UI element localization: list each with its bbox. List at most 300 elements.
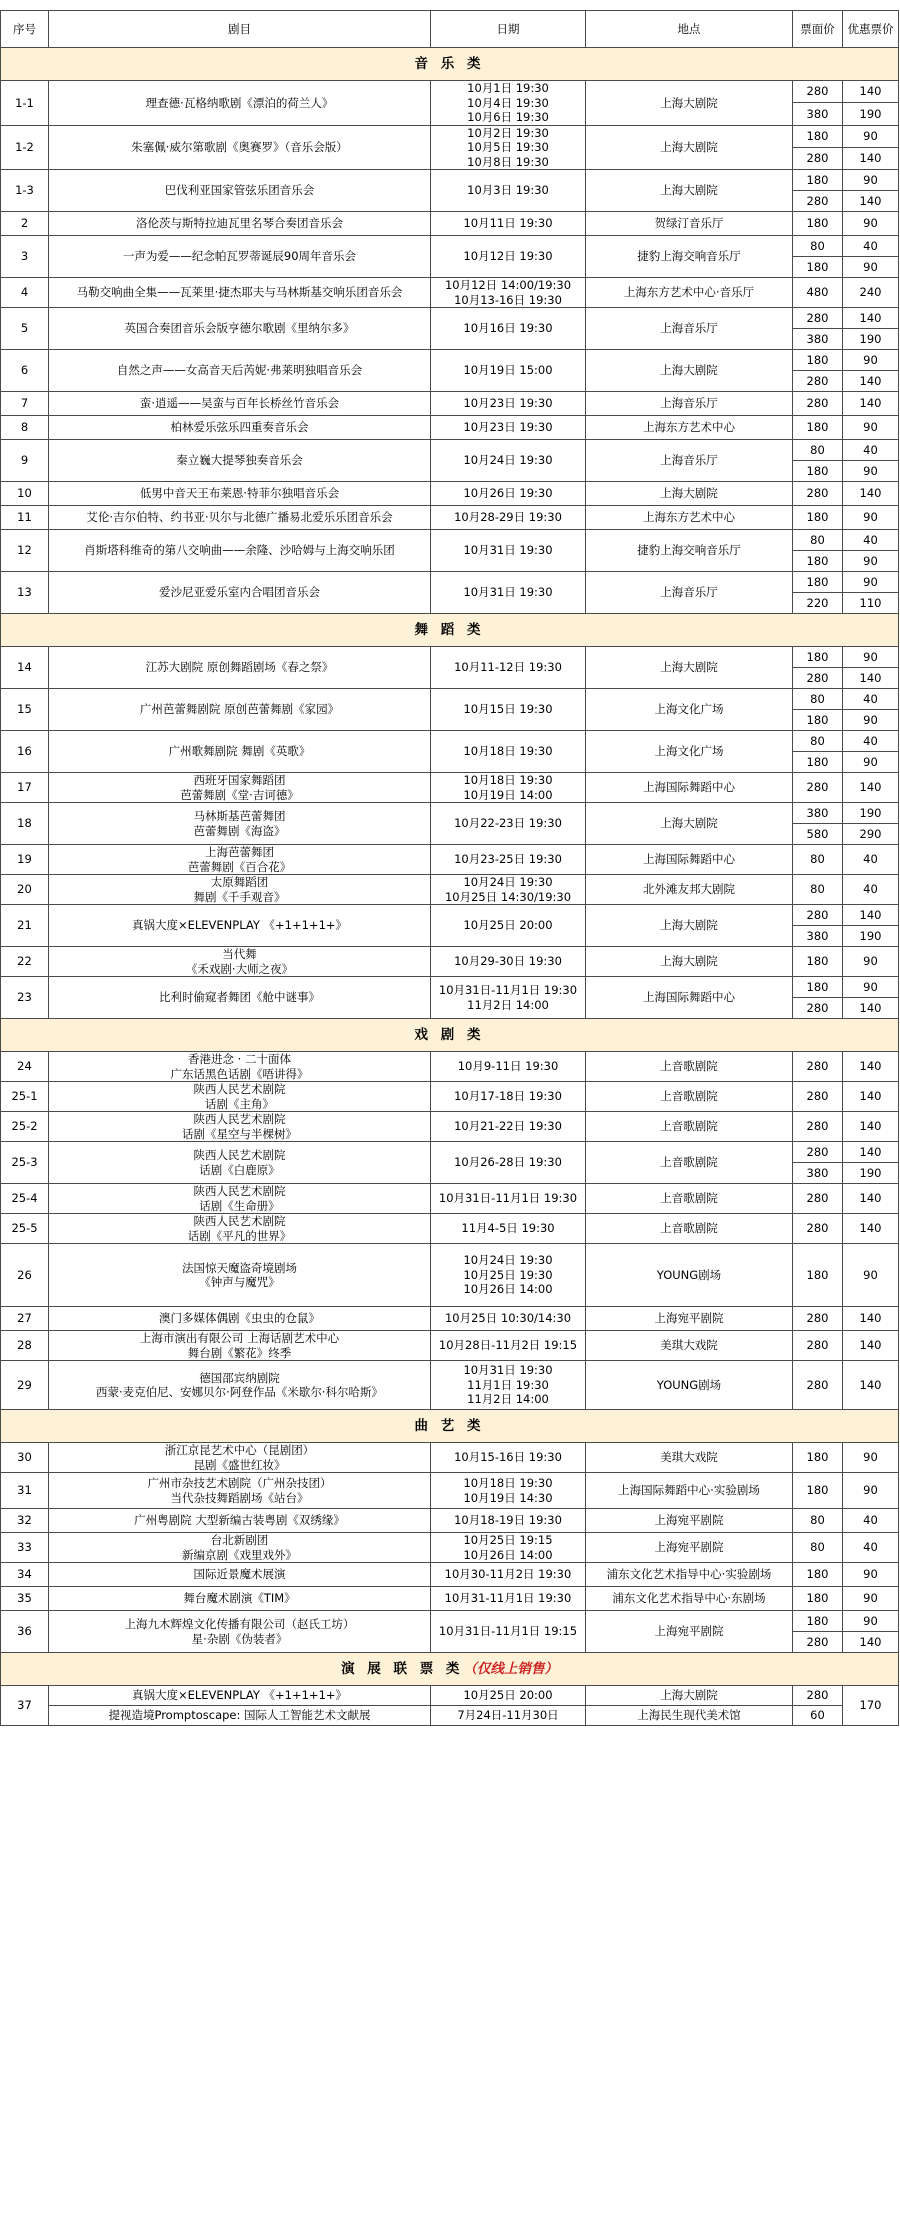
venue: 浦东文化艺术指导中心·东剧场 <box>586 1587 793 1611</box>
ticket-price: 280 <box>793 1214 843 1244</box>
table-row <box>1 81 899 103</box>
ticket-price: 180 <box>793 572 843 593</box>
ticket-price: 380 <box>793 803 843 824</box>
discount-price: 140 <box>843 1214 899 1244</box>
table-row <box>1 947 899 977</box>
date-line: 10月1日 19:30 <box>467 81 549 95</box>
row-number: 36 <box>1 1611 49 1653</box>
program-line: 一声为爱——纪念帕瓦罗蒂诞辰90周年音乐会 <box>122 249 357 264</box>
program-name <box>49 773 431 803</box>
program-line: 《禾戏剧·大师之夜》 <box>185 961 294 976</box>
date-line: 10月5日 19:30 <box>467 140 549 154</box>
date-line: 10月26日 14:00 <box>463 1547 553 1562</box>
venue: 上海大剧院 <box>586 1686 793 1706</box>
venue: 上音歌剧院 <box>586 1214 793 1244</box>
discount-price: 140 <box>843 392 899 416</box>
performance-date: 7月24日-11月30日 <box>431 1706 586 1726</box>
discount-price: 140 <box>843 1082 899 1112</box>
program-line: 上海市演出有限公司 上海话剧艺术中心 <box>139 1331 340 1345</box>
performance-date <box>431 905 586 947</box>
program-name <box>49 875 431 905</box>
date-line: 10月18日 19:30 <box>463 773 553 787</box>
date-line: 10月12日 14:00/19:30 <box>444 278 572 292</box>
program-line: 艾伦·吉尔伯特、约书亚·贝尔与北德广播易北爱乐乐团音乐会 <box>86 510 393 525</box>
discount-price: 90 <box>843 1443 899 1473</box>
ticket-price: 80 <box>793 530 843 551</box>
discount-price: 190 <box>843 329 899 350</box>
program-line: 广州歌舞剧院 舞剧《英歌》 <box>168 744 311 759</box>
category-header <box>1 614 899 647</box>
ticket-price: 180 <box>793 1563 843 1587</box>
program-line: 洛伦茨与斯特拉迪瓦里名琴合奏团音乐会 <box>136 216 343 231</box>
performance-date <box>431 572 586 614</box>
ticket-price: 80 <box>793 689 843 710</box>
program-line: 巴伐利亚国家管弦乐团音乐会 <box>164 183 315 198</box>
program-line: 柏林爱乐弦乐四重奏音乐会 <box>170 420 309 435</box>
venue: 北外滩友邦大剧院 <box>586 875 793 905</box>
table-row <box>1 278 899 308</box>
performance-date <box>431 125 586 170</box>
category-header <box>1 48 899 81</box>
table-row <box>1 689 899 710</box>
ticket-price: 280 <box>793 668 843 689</box>
discount-price: 40 <box>843 1533 899 1563</box>
program-line: 朱塞佩·威尔第歌剧《奥赛罗》（音乐会版） <box>131 140 348 154</box>
performance-date <box>431 947 586 977</box>
header-no: 序号 <box>1 11 49 48</box>
discount-price: 140 <box>843 905 899 926</box>
venue: 上海大剧院 <box>586 647 793 689</box>
date-line: 10月22-23日 19:30 <box>454 816 562 831</box>
ticket-price: 180 <box>793 1244 843 1307</box>
ticket-price: 280 <box>793 1112 843 1142</box>
program-name <box>49 1473 431 1509</box>
program-line: 广州粤剧院 大型新编古装粤剧《双绣缘》 <box>134 1513 345 1528</box>
venue: 捷豹上海交响音乐厅 <box>586 236 793 278</box>
program-name <box>49 1184 431 1214</box>
discount-price: 90 <box>843 212 899 236</box>
ticket-price: 180 <box>793 752 843 773</box>
program-name <box>49 1307 431 1331</box>
category-label: 曲 艺 类 <box>414 1417 485 1434</box>
date-line: 10月2日 19:30 <box>467 125 549 140</box>
program-name: 真锅大度×ELEVENPLAY 《+1+1+1+》 <box>49 1686 431 1706</box>
table-row <box>1 1473 899 1509</box>
program-line: 陕西人民艺术剧院 <box>193 1148 286 1162</box>
performance-date <box>431 1361 586 1410</box>
discount-price: 90 <box>843 551 899 572</box>
program-line: 陕西人民艺术剧院 <box>193 1112 286 1126</box>
venue: 上海国际舞蹈中心 <box>586 773 793 803</box>
ticket-price: 180 <box>793 647 843 668</box>
performance-date <box>431 440 586 482</box>
program-line: 昆剧《盛世红妆》 <box>193 1457 286 1472</box>
program-line: 广州市杂技艺术剧院（广州杂技团） <box>147 1476 332 1490</box>
performance-date <box>431 1214 586 1244</box>
program-line: 香港进念 · 二十面体 <box>188 1052 291 1066</box>
ticket-price: 280 <box>793 1632 843 1653</box>
performance-date <box>431 506 586 530</box>
date-line: 10月3日 19:30 <box>467 183 549 198</box>
ticket-price: 280 <box>793 1361 843 1410</box>
row-number: 16 <box>1 731 49 773</box>
table-row <box>1 1361 899 1410</box>
category-row <box>1 1410 899 1443</box>
header-program: 剧目 <box>49 11 431 48</box>
ticket-price: 180 <box>793 461 843 482</box>
row-number: 14 <box>1 647 49 689</box>
venue: 上海大剧院 <box>586 803 793 845</box>
program-line: 话剧《主角》 <box>205 1096 274 1111</box>
date-line: 10月8日 19:30 <box>467 154 549 169</box>
table-row <box>1 1706 899 1726</box>
row-number: 13 <box>1 572 49 614</box>
date-line: 10月15日 19:30 <box>463 702 553 717</box>
date-line: 10月25日 20:00 <box>463 918 553 933</box>
performance-date <box>431 416 586 440</box>
performance-date <box>431 1473 586 1509</box>
row-number: 28 <box>1 1331 49 1361</box>
performance-date <box>431 1611 586 1653</box>
ticket-price: 180 <box>793 170 843 191</box>
row-number: 34 <box>1 1563 49 1587</box>
program-line: 比利时偷窥者舞团《舱中谜事》 <box>159 990 320 1005</box>
date-line: 10月17-18日 19:30 <box>454 1089 562 1104</box>
program-line: 上海九木辉煌文化传播有限公司（赵氏工坊） <box>124 1617 355 1631</box>
header-date: 日期 <box>431 11 586 48</box>
program-line: 话剧《星空与半棵树》 <box>182 1126 297 1141</box>
discount-price: 140 <box>843 1307 899 1331</box>
date-line: 10月25日 19:15 <box>463 1533 553 1547</box>
discount-price: 240 <box>843 278 899 308</box>
program-name <box>49 416 431 440</box>
date-line: 10月25日 19:30 <box>463 1267 553 1282</box>
discount-price: 90 <box>843 257 899 278</box>
ticket-price: 180 <box>793 1611 843 1632</box>
program-name: 提视造境Promptoscape: 国际人工智能艺术文献展 <box>49 1706 431 1726</box>
date-line: 10月31日 19:30 <box>463 585 553 600</box>
program-line: 舞台剧《繁花》终季 <box>187 1345 292 1360</box>
performance-date <box>431 1331 586 1361</box>
ticket-price: 280 <box>793 147 843 169</box>
program-line: 话剧《白鹿原》 <box>199 1162 280 1177</box>
program-name <box>49 278 431 308</box>
row-number: 30 <box>1 1443 49 1473</box>
date-line: 10月24日 19:30 <box>463 453 553 468</box>
ticket-price: 80 <box>793 236 843 257</box>
discount-price: 90 <box>843 461 899 482</box>
table-row <box>1 1587 899 1611</box>
category-label: 演 展 联 票 类 <box>341 1660 464 1677</box>
discount-price: 140 <box>843 482 899 506</box>
category-header <box>1 1019 899 1052</box>
discount-price: 90 <box>843 752 899 773</box>
performance-date <box>431 278 586 308</box>
program-line: 新编京剧《戏里戏外》 <box>182 1547 297 1562</box>
discount-price: 140 <box>843 998 899 1019</box>
date-line: 10月11-12日 19:30 <box>454 660 562 675</box>
row-number: 25-2 <box>1 1112 49 1142</box>
program-line: 低男中音天王布莱恩·特菲尔独唱音乐会 <box>139 486 340 501</box>
program-line: 自然之声——女高音天后芮妮·弗莱明独唱音乐会 <box>116 363 363 378</box>
header-venue: 地点 <box>586 11 793 48</box>
row-number: 31 <box>1 1473 49 1509</box>
program-name <box>49 803 431 845</box>
table-row <box>1 1443 899 1473</box>
date-line: 10月16日 19:30 <box>463 321 553 336</box>
venue: 上海音乐厅 <box>586 572 793 614</box>
venue: 上海大剧院 <box>586 350 793 392</box>
discount-price: 90 <box>843 1587 899 1611</box>
ticket-price: 80 <box>793 1509 843 1533</box>
program-line: 肖斯塔科维奇的第八交响曲——余隆、沙哈姆与上海交响乐团 <box>84 543 395 558</box>
table-row <box>1 350 899 371</box>
program-name <box>49 1361 431 1410</box>
date-line: 10月26日 14:00 <box>463 1282 553 1297</box>
date-line: 10月19日 14:30 <box>463 1490 553 1505</box>
program-line: 芭蕾舞剧《百合花》 <box>187 859 292 874</box>
program-line: 《钟声与魔咒》 <box>199 1275 280 1289</box>
venue: 美琪大戏院 <box>586 1331 793 1361</box>
program-line: 国际近景魔术展演 <box>193 1567 286 1582</box>
program-name <box>49 1142 431 1184</box>
date-line: 10月24日 19:30 <box>463 875 553 889</box>
venue: 上音歌剧院 <box>586 1142 793 1184</box>
discount-price: 90 <box>843 506 899 530</box>
program-name <box>49 1214 431 1244</box>
date-line: 10月29-30日 19:30 <box>454 954 562 969</box>
discount-price: 90 <box>843 1611 899 1632</box>
discount-price: 110 <box>843 593 899 614</box>
venue: 上音歌剧院 <box>586 1112 793 1142</box>
program-line: 芭蕾舞剧《堂·吉诃德》 <box>180 787 299 802</box>
discount-price: 40 <box>843 440 899 461</box>
performance-date <box>431 977 586 1019</box>
date-line: 10月28日-11月2日 19:15 <box>438 1338 578 1353</box>
table-row <box>1 212 899 236</box>
table-row <box>1 875 899 905</box>
ticket-price: 380 <box>793 926 843 947</box>
row-number: 25-3 <box>1 1142 49 1184</box>
table-row <box>1 392 899 416</box>
program-name <box>49 1533 431 1563</box>
row-number: 27 <box>1 1307 49 1331</box>
table-row <box>1 1563 899 1587</box>
row-number: 25-1 <box>1 1082 49 1112</box>
program-name <box>49 1563 431 1587</box>
discount-price: 90 <box>843 710 899 731</box>
performance-date <box>431 1509 586 1533</box>
date-line: 10月24日 19:30 <box>463 1253 553 1268</box>
program-line: 蛮·逍遥——吴蛮与百年长桥丝竹音乐会 <box>139 396 340 411</box>
performance-date <box>431 1563 586 1587</box>
table-row <box>1 1331 899 1361</box>
ticket-price: 180 <box>793 125 843 147</box>
performance-date <box>431 308 586 350</box>
program-name <box>49 977 431 1019</box>
date-line: 10月31日-11月1日 19:30 <box>438 983 578 997</box>
row-number: 11 <box>1 506 49 530</box>
date-line: 10月11日 19:30 <box>463 216 553 231</box>
row-number: 25-5 <box>1 1214 49 1244</box>
venue: 上海音乐厅 <box>586 308 793 350</box>
ticket-price: 280 <box>793 191 843 212</box>
ticket-price: 480 <box>793 278 843 308</box>
row-number: 37 <box>1 1686 49 1726</box>
discount-price: 140 <box>843 371 899 392</box>
table-row <box>1 1184 899 1214</box>
program-name <box>49 308 431 350</box>
date-line: 10月6日 19:30 <box>467 110 549 124</box>
date-line: 10月12日 19:30 <box>463 249 553 264</box>
discount-price: 140 <box>843 1184 899 1214</box>
table-row <box>1 530 899 551</box>
discount-price: 190 <box>843 103 899 125</box>
discount-price: 140 <box>843 773 899 803</box>
performance-date <box>431 1244 586 1307</box>
ticket-price: 380 <box>793 1163 843 1184</box>
table-row <box>1 572 899 593</box>
discount-price: 140 <box>843 1361 899 1410</box>
table-row <box>1 977 899 998</box>
row-number: 15 <box>1 689 49 731</box>
performance-date <box>431 773 586 803</box>
discount-price: 90 <box>843 947 899 977</box>
program-name <box>49 236 431 278</box>
ticket-price: 280 <box>793 905 843 926</box>
program-line: 陕西人民艺术剧院 <box>193 1184 286 1198</box>
program-line: 真锅大度×ELEVENPLAY 《+1+1+1+》 <box>131 918 348 933</box>
discount-price: 90 <box>843 416 899 440</box>
category-row <box>1 1019 899 1052</box>
venue: 上海大剧院 <box>586 125 793 170</box>
program-line: 马林斯基芭蕾舞团 <box>193 809 286 823</box>
program-name <box>49 1509 431 1533</box>
program-line: 西蒙·麦克伯尼、安娜贝尔·阿登作品《米歇尔·科尔哈斯》 <box>96 1385 383 1399</box>
date-line: 10月31日-11月1日 19:30 <box>438 1191 578 1206</box>
performance-date <box>431 1082 586 1112</box>
program-line: 马勒交响曲全集——瓦莱里·捷杰耶夫与马林斯基交响乐团音乐会 <box>76 285 403 300</box>
program-line: 当代杂技舞蹈剧场《站台》 <box>170 1490 309 1505</box>
discount-price: 90 <box>843 647 899 668</box>
performance-date <box>431 689 586 731</box>
program-name <box>49 81 431 126</box>
discount-price: 40 <box>843 1509 899 1533</box>
row-number: 4 <box>1 278 49 308</box>
ticket-price: 180 <box>793 947 843 977</box>
table-row <box>1 1686 899 1706</box>
program-line: 舞剧《千手观音》 <box>193 889 286 904</box>
program-name <box>49 689 431 731</box>
discount-price: 140 <box>843 191 899 212</box>
row-number: 3 <box>1 236 49 278</box>
date-line: 10月26-28日 19:30 <box>454 1155 562 1170</box>
date-line: 10月31日 19:30 <box>463 543 553 558</box>
performance-date <box>431 845 586 875</box>
discount-price: 140 <box>843 668 899 689</box>
ticket-price: 280 <box>793 392 843 416</box>
performance-date <box>431 1052 586 1082</box>
header-price: 票面价 <box>793 11 843 48</box>
discount-price: 90 <box>843 1244 899 1307</box>
program-name <box>49 1112 431 1142</box>
performance-date <box>431 731 586 773</box>
ticket-price: 280 <box>793 1082 843 1112</box>
date-line: 10月31-11月1日 19:30 <box>444 1591 572 1606</box>
table-row <box>1 803 899 824</box>
program-name <box>49 845 431 875</box>
date-line: 10月9-11日 19:30 <box>457 1059 559 1074</box>
table-row <box>1 1214 899 1244</box>
program-name <box>49 350 431 392</box>
venue: 浦东文化艺术指导中心·实验剧场 <box>586 1563 793 1587</box>
venue: 上海国际舞蹈中心·实验剧场 <box>586 1473 793 1509</box>
row-number: 33 <box>1 1533 49 1563</box>
ticket-price: 80 <box>793 845 843 875</box>
venue: 上海大剧院 <box>586 482 793 506</box>
ticket-price: 280 <box>793 1142 843 1163</box>
venue: 上海大剧院 <box>586 81 793 126</box>
discount-price: 140 <box>843 1142 899 1163</box>
ticket-price: 280 <box>793 1686 843 1706</box>
table-row <box>1 308 899 329</box>
table-row <box>1 731 899 752</box>
table-row <box>1 905 899 926</box>
discount-price: 90 <box>843 125 899 147</box>
date-line: 10月31日-11月1日 19:15 <box>438 1624 578 1639</box>
table-row <box>1 506 899 530</box>
program-line: 爱沙尼亚爱乐室内合唱团音乐会 <box>159 585 320 600</box>
venue: 上海大剧院 <box>586 905 793 947</box>
table-row <box>1 1509 899 1533</box>
performance-date <box>431 350 586 392</box>
program-line: 陕西人民艺术剧院 <box>193 1214 286 1228</box>
performance-date <box>431 392 586 416</box>
venue: 上海宛平剧院 <box>586 1611 793 1653</box>
discount-price: 140 <box>843 308 899 329</box>
venue: 贺绿汀音乐厅 <box>586 212 793 236</box>
program-name <box>49 1052 431 1082</box>
discount-price: 140 <box>843 81 899 103</box>
program-name <box>49 572 431 614</box>
ticket-price: 220 <box>793 593 843 614</box>
program-name <box>49 440 431 482</box>
venue: 上海文化广场 <box>586 731 793 773</box>
ticket-price: 180 <box>793 212 843 236</box>
performance-date <box>431 875 586 905</box>
performance-date <box>431 1533 586 1563</box>
ticket-price: 280 <box>793 1052 843 1082</box>
program-line: 秦立巍大提琴独奏音乐会 <box>176 453 303 468</box>
ticket-price: 580 <box>793 824 843 845</box>
table-row <box>1 236 899 257</box>
table-row <box>1 440 899 461</box>
row-number: 1-1 <box>1 81 49 126</box>
program-line: 英国合奏团音乐会版亨德尔歌剧《里纳尔多》 <box>124 321 355 336</box>
discount-price: 140 <box>843 1112 899 1142</box>
date-line: 10月4日 19:30 <box>467 95 549 110</box>
performance-date <box>431 530 586 572</box>
row-number: 23 <box>1 977 49 1019</box>
date-line: 11月2日 14:00 <box>467 997 549 1012</box>
venue: 上海宛平剧院 <box>586 1509 793 1533</box>
program-name <box>49 1331 431 1361</box>
date-line: 10月19日 14:00 <box>463 787 553 802</box>
program-line: 理查德·瓦格纳歌剧《漂泊的荷兰人》 <box>145 95 334 110</box>
program-line: 江苏大剧院 原创舞蹈剧场《春之祭》 <box>145 660 334 675</box>
ticket-price: 280 <box>793 371 843 392</box>
performance-date <box>431 212 586 236</box>
